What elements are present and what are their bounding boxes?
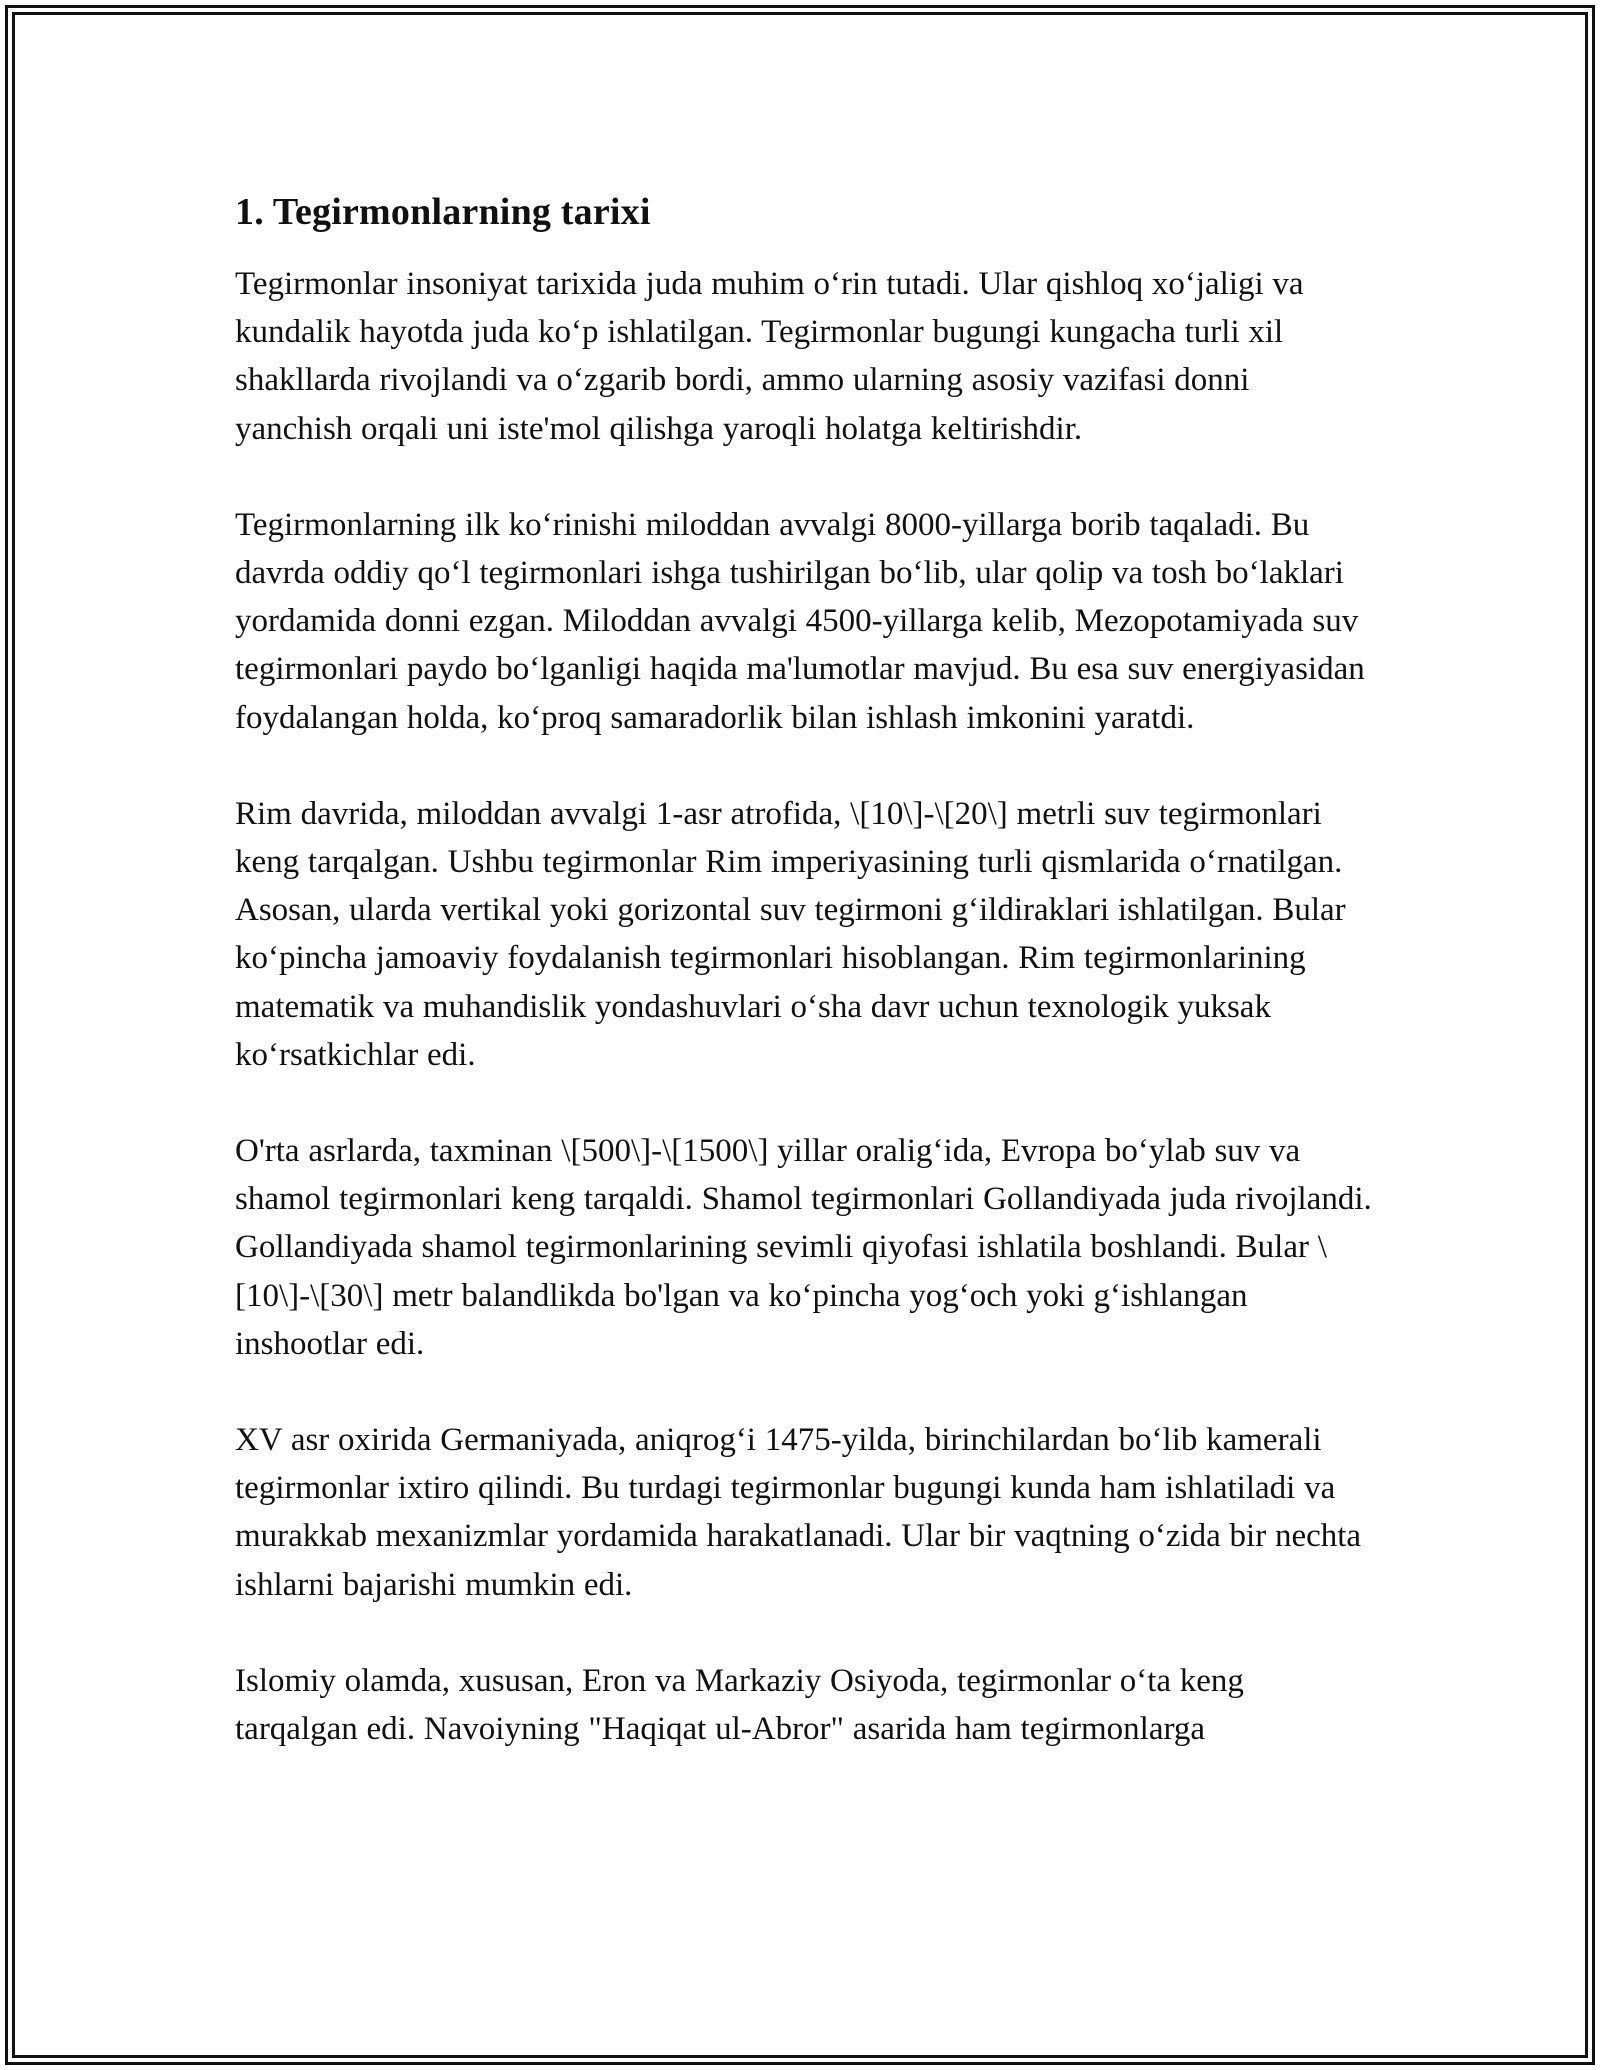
paragraph-2: Tegirmonlarning ilk ko‘rinishi miloddan avvalgi 8000-yillarga borib taqaladi. Bu davrda oddiy qo‘l tegirmonlari ishga tushirilgan bo‘lib, ular qolip va tosh bo‘laklari yordamida donni ezgan. Miloddan avvalgi 4500-yillarga kelib, Mezopotamiyada suv tegirmonlari paydo bo‘lganligi haqida ma'lumotlar mavjud. Bu esa suv energiyasidan foydalangan holda, ko‘proq samaradorlik bilan ishlash imkonini yaratdi. bbox=[235, 506, 1365, 736]
paragraph-4: O'rta asrlarda, taxminan \[500\]-\[1500\] yillar oralig‘ida, Evropa bo‘ylab suv va shamol tegirmonlari keng tarqaldi. Shamol tegirmonlari Gollandiyada juda rivojlandi. Gollandiyada shamol tegirmonlarining sevimli qiyofasi ishlatila boshlandi. Bular \[10\]-\[30\] metr balandlikda bo'lgan va ko‘pincha yog‘och yoki g‘ishlangan inshootlar edi. bbox=[235, 1133, 1372, 1362]
paragraph-1: Tegirmonlar insoniyat tarixida juda muhim o‘rin tutadi. Ular qishloq xo‘jaligi va kundalik hayotda juda ko‘p ishlatilgan. Tegirmonlar bugungi kungacha turli xil shakllarda rivojlandi va o‘zgarib bordi, ammo ularning asosiy vazifasi donni yanchish orqali uni iste'mol qilishga yaroqli holatga keltirishdir. bbox=[235, 266, 1304, 447]
paragraph-3: Rim davrida, miloddan avvalgi 1-asr atrofida, \[10\]-\[20\] metrli suv tegirmonlari keng tarqalgan. Ushbu tegirmonlar Rim imperiyasining turli qismlarida o‘rnatilgan. Asosan, ularda vertikal yoki gorizontal suv tegirmoni g‘ildiraklari ishlatilgan. Bular ko‘pincha jamoaviy foydalanish tegirmonlari hisoblangan. Rim tegirmonlarining matematik va muhandislik yondashuvlari o‘sha davr uchun texnologik yuksak ko‘rsatkichlar edi. bbox=[235, 795, 1346, 1073]
section-heading: 1. Tegirmonlarning tarixi bbox=[235, 191, 651, 233]
paragraph-5: XV asr oxirida Germaniyada, aniqrog‘i 1475-yilda, birinchilardan bo‘lib kamerali tegirmonlar ixtiro qilindi. Bu turdagi tegirmonlar bugungi kunda ham ishlatiladi va murakkab mexanizmlar yordamida harakatlanadi. Ular bir vaqtning o‘zida bir nechta ishlarni bajarishi mumkin edi. bbox=[235, 1422, 1362, 1603]
paragraph-6: Islomiy olamda, xususan, Eron va Markaziy Osiyoda, tegirmonlar o‘ta keng tarqalgan edi. Navoiyning "Haqiqat ul-Abror" asarida ham tegirmonlarga bbox=[235, 1662, 1244, 1748]
document-body bbox=[235, 186, 1375, 1801]
